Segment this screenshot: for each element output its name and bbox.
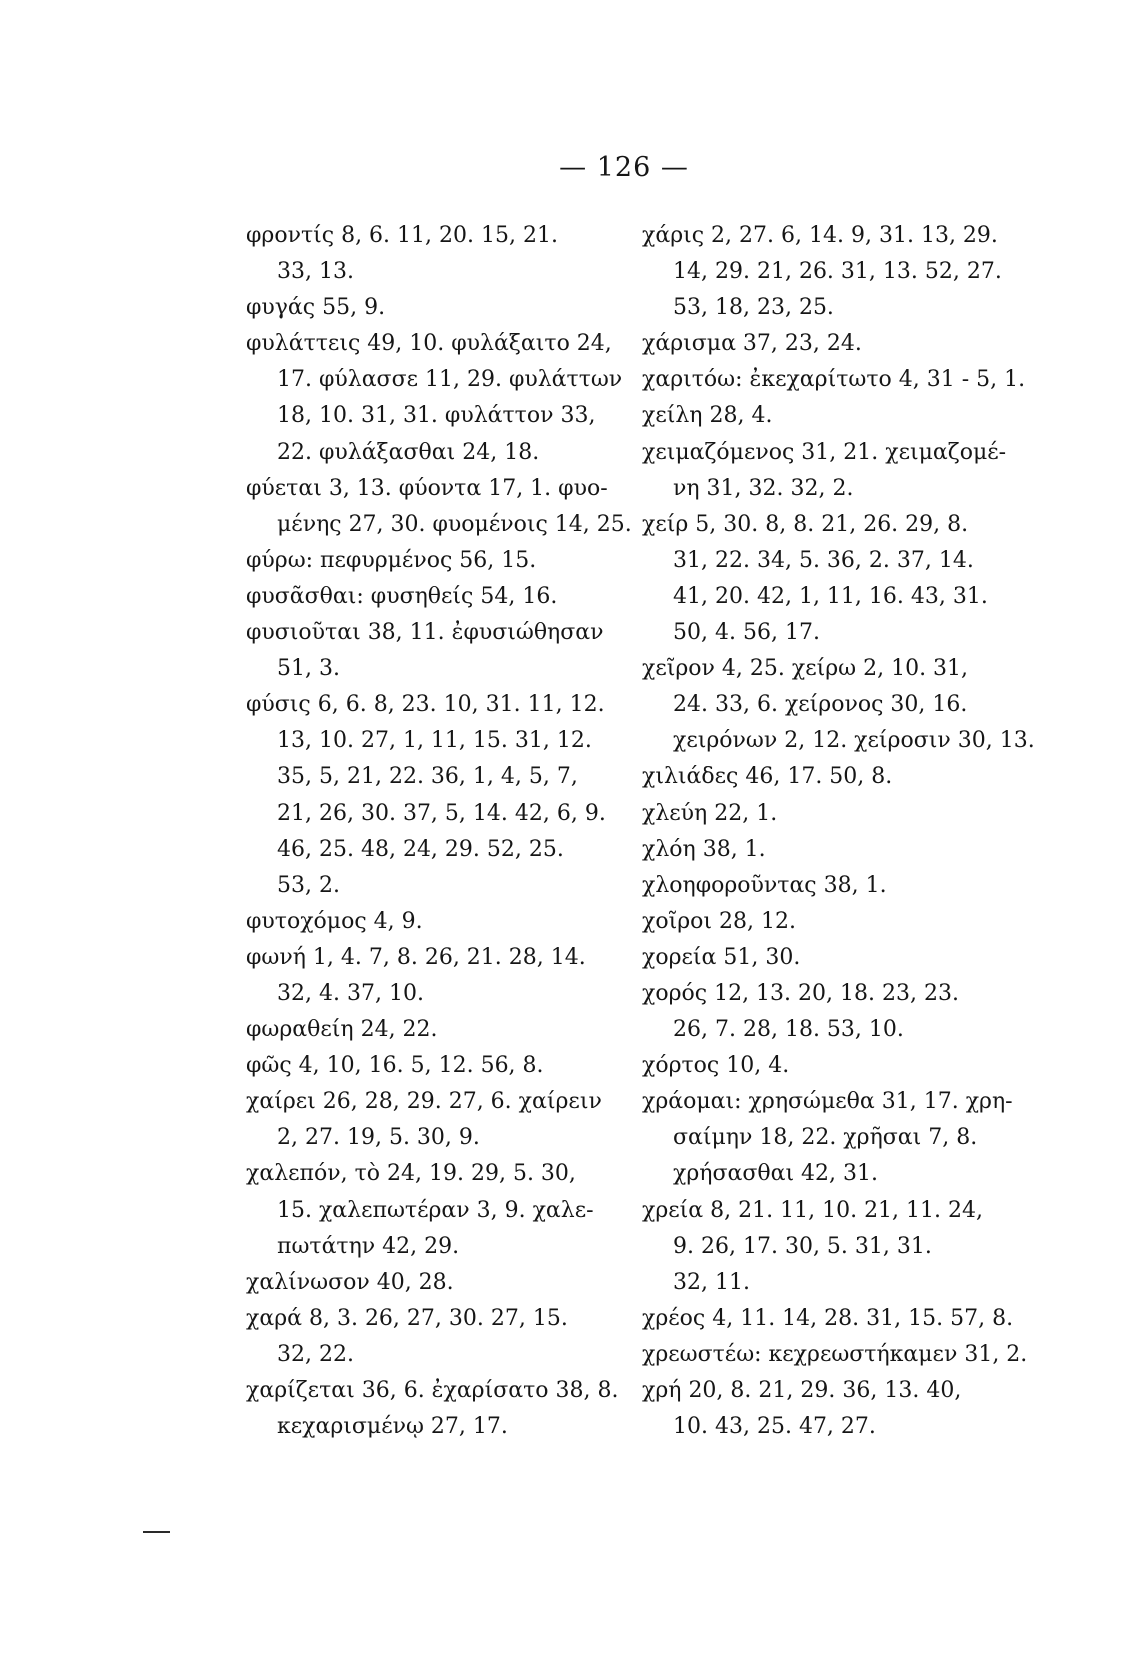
index-line: 22. φυλάξασθαι 24, 18. — [277, 439, 540, 465]
index-line: 21, 26, 30. 37, 5, 14. 42, 6, 9. — [277, 800, 606, 826]
index-line: μένης 27, 30. φυομένοις 14, 25. — [277, 511, 632, 537]
index-line: χαίρει 26, 28, 29. 27, 6. χαίρειν — [246, 1089, 602, 1115]
index-line: 50, 4. 56, 17. — [673, 620, 820, 646]
page-number: — 126 — — [559, 152, 689, 183]
index-line: 31, 22. 34, 5. 36, 2. 37, 14. — [673, 547, 974, 573]
index-line: φυλάττεις 49, 10. φυλάξαιτο 24, — [246, 331, 612, 357]
index-line: φωραθείη 24, 22. — [246, 1017, 438, 1043]
index-line: 41, 20. 42, 1, 11, 16. 43, 31. — [673, 583, 988, 609]
index-line: κεχαρισμένῳ 27, 17. — [277, 1414, 508, 1440]
index-line: 14, 29. 21, 26. 31, 13. 52, 27. — [673, 259, 1002, 285]
index-line: χείρ 5, 30. 8, 8. 21, 26. 29, 8. — [642, 511, 969, 537]
index-line: χράομαι: χρησώμεθα 31, 17. χρη- — [642, 1089, 1013, 1115]
index-line: φῶς 4, 10, 16. 5, 12. 56, 8. — [246, 1053, 544, 1079]
index-line: φύρω: πεφυρμένος 56, 15. — [246, 547, 537, 573]
index-line: 51, 3. — [277, 656, 340, 682]
index-line: φυσιοῦται 38, 11. ἐφυσιώθησαν — [246, 620, 604, 646]
index-line: χείλη 28, 4. — [642, 403, 773, 429]
index-line: φυσᾶσθαι: φυσηθείς 54, 16. — [246, 583, 558, 609]
index-line: χλοηφοροῦντας 38, 1. — [642, 872, 887, 898]
index-line: 32, 22. — [277, 1341, 354, 1367]
index-line: φυγάς 55, 9. — [246, 295, 386, 321]
index-line: 53, 2. — [277, 872, 340, 898]
index-line: χρήσασθαι 42, 31. — [673, 1161, 879, 1187]
index-line: χάρισμα 37, 23, 24. — [642, 331, 862, 357]
index-line: χειμαζόμενος 31, 21. χειμαζομέ- — [642, 439, 1007, 465]
index-line: σαίμην 18, 22. χρῆσαι 7, 8. — [673, 1125, 978, 1151]
index-line: 26, 7. 28, 18. 53, 10. — [673, 1017, 904, 1043]
index-line: 46, 25. 48, 24, 29. 52, 25. — [277, 836, 564, 862]
index-line: χαριτόω: ἐκεχαρίτωτο 4, 31 - 5, 1. — [642, 367, 1026, 393]
index-line: χορός 12, 13. 20, 18. 23, 23. — [642, 980, 959, 1006]
index-line: φροντίς 8, 6. 11, 20. 15, 21. — [246, 223, 558, 248]
index-line: 53, 18, 23, 25. — [673, 295, 834, 321]
index-line: χαλεπόν, τὸ 24, 19. 29, 5. 30, — [246, 1161, 576, 1187]
index-line: 10. 43, 25. 47, 27. — [673, 1414, 876, 1440]
index-line: φύεται 3, 13. φύοντα 17, 1. φυο- — [246, 475, 608, 501]
index-line: 17. φύλασσε 11, 29. φυλάττων — [277, 367, 623, 393]
index-line: φυτοχόμος 4, 9. — [246, 908, 423, 934]
index-line: 2, 27. 19, 5. 30, 9. — [277, 1125, 480, 1151]
index-line: χοῖροι 28, 12. — [642, 908, 796, 934]
index-line: 13, 10. 27, 1, 11, 15. 31, 12. — [277, 728, 592, 754]
index-line: 9. 26, 17. 30, 5. 31, 31. — [673, 1233, 932, 1259]
index-line: χόρτος 10, 4. — [642, 1053, 790, 1079]
index-line: 32, 11. — [673, 1269, 750, 1295]
index-line: χρεωστέω: κεχρεωστήκαμεν 31, 2. — [642, 1341, 1028, 1367]
index-line: χρέος 4, 11. 14, 28. 31, 15. 57, 8. — [642, 1305, 1014, 1331]
index-line: χιλιάδες 46, 17. 50, 8. — [642, 764, 893, 790]
index-column-left — [246, 218, 646, 1445]
index-line: χειρόνων 2, 12. χείροσιν 30, 13. — [673, 728, 1035, 754]
index-line: χαλίνωσον 40, 28. — [246, 1269, 454, 1295]
index-line: χλεύη 22, 1. — [642, 800, 778, 826]
index-line: νη 31, 32. 32, 2. — [673, 475, 854, 501]
bottom-rule — [143, 1531, 170, 1533]
index-line: χορεία 51, 30. — [642, 944, 801, 970]
index-line: φύσις 6, 6. 8, 23. 10, 31. 11, 12. — [246, 692, 605, 718]
index-line: 24. 33, 6. χείρονος 30, 16. — [673, 692, 968, 718]
index-line: 18, 10. 31, 31. φυλάττον 33, — [277, 403, 596, 429]
index-line: χαρά 8, 3. 26, 27, 30. 27, 15. — [246, 1305, 568, 1331]
index-line: χάρις 2, 27. 6, 14. 9, 31. 13, 29. — [642, 223, 998, 248]
index-line: πωτάτην 42, 29. — [277, 1233, 460, 1259]
index-line: 33, 13. — [277, 259, 354, 285]
index-line: χαρίζεται 36, 6. ἐχαρίσατο 38, 8. — [246, 1378, 619, 1403]
index-line: 32, 4. 37, 10. — [277, 980, 424, 1006]
index-line: χρή 20, 8. 21, 29. 36, 13. 40, — [642, 1378, 962, 1403]
index-line: 35, 5, 21, 22. 36, 1, 4, 5, 7, — [277, 764, 578, 790]
index-line: χρεία 8, 21. 11, 10. 21, 11. 24, — [642, 1197, 984, 1223]
index-column-right — [642, 218, 1042, 1445]
index-line: χεῖρον 4, 25. χείρω 2, 10. 31, — [642, 656, 969, 682]
index-line: 15. χαλεπωτέραν 3, 9. χαλε- — [277, 1197, 594, 1223]
index-line: φωνή 1, 4. 7, 8. 26, 21. 28, 14. — [246, 944, 586, 970]
index-line: χλόη 38, 1. — [642, 836, 766, 862]
